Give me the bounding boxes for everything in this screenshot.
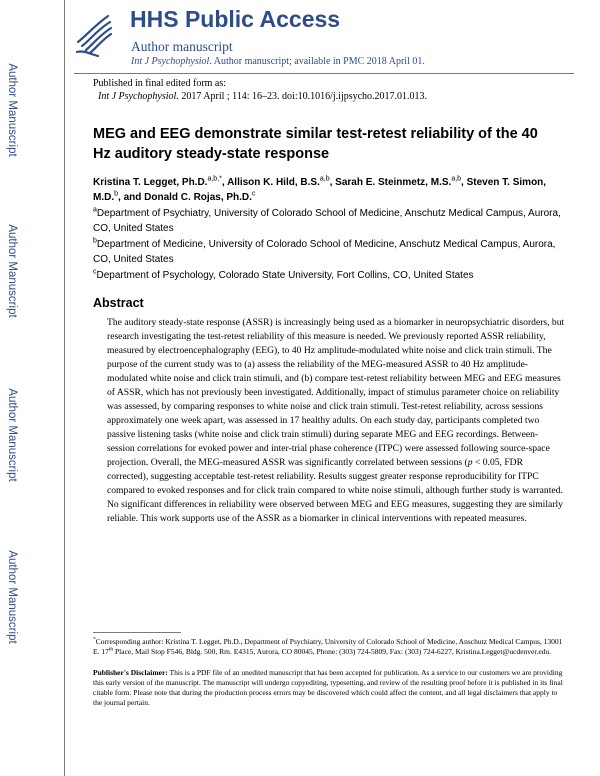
author-affiliation-marker: a,b,* [207, 175, 222, 183]
journal-name: Int J Psychophysiol [131, 56, 210, 67]
author-name: Donald C. Rojas, Ph.D. [144, 192, 252, 203]
availability-text: . Author manuscript; available in PMC 2018 April 01. [209, 56, 425, 67]
affiliation: $^a$Department of Psychiatry, University of Colorado School of Medicine, Anschutz Medical Campus, Aurora, CO, United States [93, 206, 561, 234]
hhs-public-access-title: HHS Public Access [130, 6, 341, 32]
author-affiliation-marker: b [114, 190, 119, 198]
abstract-heading: Abstract [93, 296, 144, 310]
sidebar-author-manuscript-label: Author Manuscript [6, 63, 18, 157]
author-list: Kristina T. Legget, Ph.D.$^{a,b,*}$, Allison K. Hild, B.S.$^{a,b}$, Sarah E. Steinmetz, M.S.$^{a,b}$, Steven T. Simon, M.D.$^b$, and Donald C. Rojas, Ph.D.$^c$ [93, 175, 547, 203]
sidebar-author-manuscript-label: Author Manuscript [6, 224, 18, 318]
author-affiliation-marker: c [251, 190, 256, 198]
author-affiliation-marker: a,b [319, 175, 330, 183]
author-name: Steven T. Simon, M.D. [93, 177, 547, 203]
sidebar-divider [64, 0, 65, 776]
author-manuscript-label: Author manuscript [131, 39, 233, 54]
corresponding-author-footnote: *Corresponding author: Kristina T. Legget, Ph.D., Department of Psychiatry, University of Colorado School of Medicine, Anschutz Medical Campus, 13001 E. 17th Place, Mail Stop F546, Bldg. 500, Rm. E4315, Aurora, CO 80045, Phone: (303) 724-5809, Fax: (303) 724-6227, Kristina.Legget@ucdenver.edu. [93, 636, 563, 656]
article-title: MEG and EEG demonstrate similar test-retest reliability of the 40 Hz auditory steady-state response [93, 126, 538, 162]
author-name: Kristina T. Legget, Ph.D. [93, 177, 208, 188]
availability-line [131, 56, 425, 67]
author-name: Allison K. Hild, B.S. [227, 177, 320, 188]
author-affiliation-marker: a,b [451, 175, 462, 183]
sidebar-author-manuscript-label: Author Manuscript [6, 388, 18, 482]
abstract-body: The auditory steady-state response (ASSR) is increasingly being used as a biomarker in neuropsychiatric disorders, but research investigating the test-retest reliability of this measure is needed. We previously reported ASSR reliability, measured by electroencephalography (EEG), to 40 Hz amplitude-modulated white noise and click train stimuli. The purpose of the current study was to (a) assess the reliability of the MEG-measured ASSR to 40 Hz amplitude-modulated white noise and click train stimuli, and (b) compare test-retest reliability between MEG and EEG measures of ASSR, which has not previously been investigated. Additionally, impact of stimulus parameter choice on reliability was assessed, by comparing responses to white noise and click train stimuli. Test-retest reliability, across sessions approximately one week apart, was assessed in 17 healthy adults. On each study day, participants completed two passive listening tasks (white noise and click train stimuli) during separate MEG and EEG recordings. Between-session correlations for evoked power and inter-trial phase coherence (ITPC) were assessed following source-space projection. Overall, the MEG-measured ASSR was significantly correlated between sessions (p < 0.05, FDR corrected), suggesting acceptable test-retest reliability. Results suggest greater response reproducibility for ITPC compared to evoked responses and for click train compared to white noise stimuli, although further study is warranted. No significant differences in reliability were observed between MEG and EEG measures, suggesting they are similarly reliable. This work supports use of the ASSR as a biomarker in clinical interventions with repeated measures. [107, 317, 565, 524]
affiliation: $^c$Department of Psychology, Colorado State University, Fort Collins, CO, United States [93, 268, 474, 281]
footnote-divider [93, 632, 181, 633]
header-divider [74, 73, 574, 74]
citation-details: . 2017 April ; 114: 16–23. doi:10.1016/j.ijpsycho.2017.01.013. [176, 91, 428, 102]
disclaimer-label: Publisher's Disclaimer: [93, 668, 168, 677]
published-label: Published in final edited form as: [93, 78, 227, 89]
citation [98, 91, 427, 102]
author-name: Sarah E. Steinmetz, M.S. [335, 177, 452, 188]
citation-journal: Int J Psychophysiol [98, 91, 177, 102]
publisher-disclaimer: Publisher's Disclaimer: This is a PDF file of an unedited manuscript that has been accepted for publication. As a service to our customers we are providing this early version of the manuscript. The manuscript will undergo copyediting, typesetting, and review of the resulting proof before it is published in its final citable form. Please note that during the production process errors may be discovered which could affect the content, and all legal disclaimers that apply to the journal pertain. [93, 668, 563, 707]
affiliation: $^b$Department of Medicine, University of Colorado School of Medicine, Anschutz Medical Campus, Aurora, CO, United States [93, 237, 556, 265]
hhs-eagle-logo-icon [74, 12, 114, 58]
sidebar-author-manuscript-label: Author Manuscript [6, 550, 18, 644]
